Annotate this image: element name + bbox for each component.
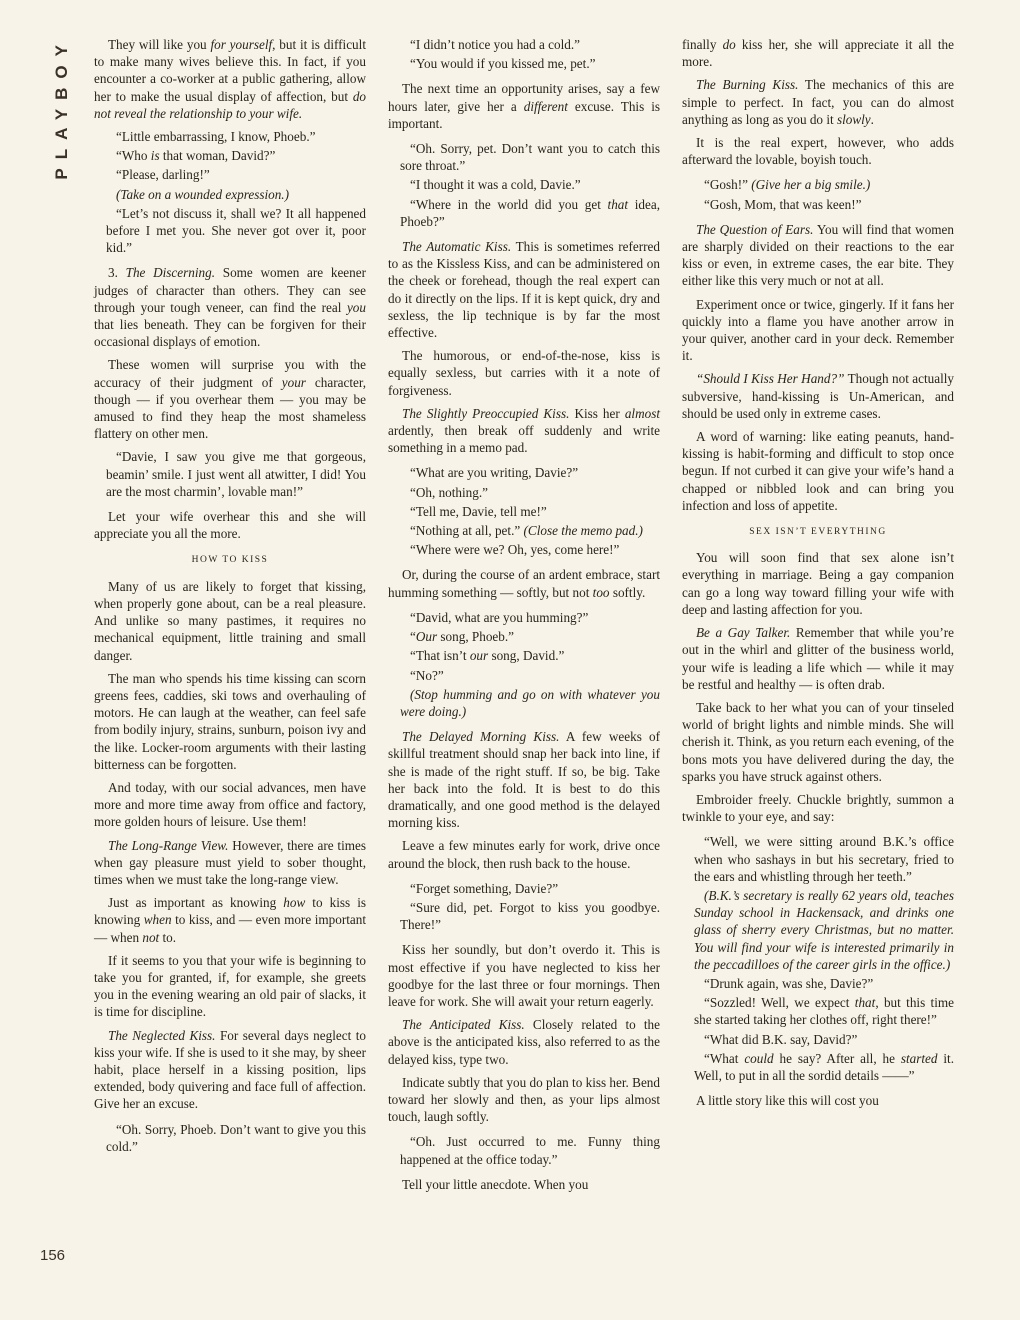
dialogue-line: “Tell me, Davie, tell me!”: [410, 503, 547, 519]
dialogue-line: “I thought it was a cold, Davie.”: [410, 177, 581, 193]
dialogue-line: “What could he say? After all, he started it. Well, to put in all the sordid details ——”: [694, 1050, 955, 1083]
dialogue-line: “Sozzled! Well, we expect that, but this time she started taking her clothes off, right there!”: [694, 995, 954, 1028]
dialogue-line: (B.K.’s secretary is really 62 years old, teaches Sunday school in Hackensack, and drinks one glass of sherry every Christmas, but no matter. You will find your wife is interested primarily in the peccadilloes of the career girls in the office.): [694, 887, 954, 972]
paragraph: They will like you for yourself, but it is difficult to make many wives believe this. In fact, if you encounter a co-worker at a public gathering, allow her to make the usual display of affection, but do not reveal the relationship to your wife.: [94, 37, 366, 121]
dialogue-line: “Well, we were sitting around B.K.’s office when who sashays in but his secretary, fried to the ears and whistling through her teeth.”: [694, 834, 954, 884]
paragraph: The Question of Ears. You will find that women are sharply divided on their reactions to the ear kiss or even, in extreme cases, the ear bite. They either like this very much or not at all.: [682, 221, 954, 289]
dialogue-line: “Little embarrassing, I know, Phoeb.”: [116, 129, 316, 145]
text-column-3: [682, 36, 954, 1115]
magazine-title: PLAYBOY: [52, 36, 71, 180]
dialogue-line: “Nothing at all, pet.” (Close the memo pad.): [410, 523, 643, 539]
dialogue-line: “Davie, I saw you give me that gorgeous, beamin’ smile. I just went all atwitter, I did! You are the most charmin’, lovable man!”: [106, 449, 366, 499]
paragraph: You will soon find that sex alone isn’t everything in marriage. Being a gay companion can go a long way toward filling your wife with deep and lasting affection for you.: [682, 550, 954, 617]
paragraph: Many of us are likely to forget that kissing, when properly gone about, can be a real pleasure. And unlike so many pastimes, it requires no mechanical equipment, little training and small danger.: [94, 578, 366, 663]
dialogue-line: (Stop humming and go on with whatever you were doing.): [400, 686, 660, 719]
dialogue-line: “Forget something, Davie?”: [410, 880, 559, 896]
paragraph: Let your wife overhear this and she will appreciate you all the more.: [94, 509, 366, 542]
dialogue-line: “I didn’t notice you had a cold.”: [410, 37, 581, 52]
paragraph: finally do kiss her, she will appreciate it all the more.: [682, 37, 954, 70]
dialogue-line: “You would if you kissed me, pet.”: [410, 56, 596, 72]
paragraph: The Burning Kiss. The mechanics of this are simple to perfect. In fact, you can do almost anything as long as you do it slowly.: [682, 77, 954, 127]
text-column-1: [94, 36, 366, 1157]
paragraph: The Anticipated Kiss. Closely related to the above is the anticipated kiss, also referred to as the delayed kiss, type two.: [388, 1017, 661, 1067]
dialogue-line: “That isn’t our song, David.”: [410, 648, 565, 664]
dialogue-line: “Gosh!” (Give her a big smile.): [704, 177, 871, 193]
paragraph: The Long-Range View. However, there are times when gay pleasure must yield to sober thought, times when we must take the long-range view.: [94, 837, 366, 887]
dialogue-line: “No?”: [410, 667, 444, 683]
paragraph: The Neglected Kiss. For several days neglect to kiss your wife. If she is used to it she may, by sheer habit, place herself in a kissing position, lips extended, body quivering and face full of affection. Give her an excuse.: [94, 1027, 366, 1112]
paragraph: The Automatic Kiss. This is sometimes referred to as the Kissless Kiss, and can be administered on the cheek or forehead, though the real expert can do it directly on the lips. If it is kept quick, dry and sexless, the lip technique is by far the most effective.: [388, 239, 660, 341]
dialogue-line: “What did B.K. say, David?”: [704, 1031, 858, 1047]
dialogue-line: “Oh, nothing.”: [410, 484, 489, 500]
paragraph: And today, with our social advances, men have more and more time away from office and factory, more golden hours of leisure. Use them!: [94, 779, 366, 830]
paragraph: A word of warning: like eating peanuts, hand-kissing is habit-forming and difficult to stop once begun. If not curbed it can give your wife’s hand a chapped or nibbled look and can bring you infection and loss of appetite.: [682, 429, 954, 513]
dialogue-line: “Where were we? Oh, yes, come here!”: [410, 542, 620, 558]
section-heading: HOW TO KISS: [191, 555, 269, 566]
paragraph: “Should I Kiss Her Hand?” Though not actually subversive, hand-kissing is Un-American, and should be used only in extreme cases.: [682, 371, 954, 421]
dialogue-line: (Take on a wounded expression.): [116, 186, 290, 202]
paragraph: Take back to her what you can of your tinseled world of bright lights and nimble minds. She will cherish it. Think, as you return each evening, of the bons mots you have delivered during the day, the sparks you have struck against others.: [682, 699, 954, 784]
section-heading: SEX ISN’T EVERYTHING: [749, 527, 887, 538]
dialogue-line: “Oh. Sorry, pet. Don’t want you to catch this sore throat.”: [400, 141, 660, 174]
paragraph: Leave a few minutes early for work, drive once around the block, then rush back to the house.: [388, 838, 660, 871]
paragraph: Be a Gay Talker. Remember that while you’re out in the whirl and glitter of the business world, your wife is leading a life which — while it may be restful and healthy — is often drab.: [682, 625, 954, 692]
paragraph: Kiss her soundly, but don’t overdo it. This is most effective if you have neglected to kiss her goodbye for the last three or four mornings. Then leave for work. She will await your return eagerly.: [388, 942, 660, 1009]
dialogue-line: “David, what are you humming?”: [410, 609, 589, 625]
paragraph: Indicate subtly that you do plan to kiss her. Bend toward her slowly and then, as your lips almost touch, laugh softly.: [388, 1074, 660, 1125]
dialogue-line: “Our song, Phoeb.”: [410, 629, 515, 645]
dialogue-line: “Let’s not discuss it, shall we? It all happened before I met you. She never got over it, poor kid.”: [106, 205, 366, 256]
paragraph: If it seems to you that your wife is beginning to take you for granted, if, for example, she greets you in the evening wearing an old pair of slacks, it is time for discipline.: [94, 952, 366, 1020]
paragraph: These women will surprise you with the accuracy of their judgment of your character, though — if you overhear them — you may be amused to find they heap the most shameless flattery on other men.: [94, 357, 367, 442]
dialogue-line: “Oh. Just occurred to me. Funny thing happened at the office today.”: [400, 1134, 660, 1167]
paragraph: The Slightly Preoccupied Kiss. Kiss her almost ardently, then break off suddenly and write something in a memo pad.: [388, 405, 660, 456]
dialogue-line: “What are you writing, Davie?”: [410, 465, 579, 481]
paragraph: Embroider freely. Chuckle brightly, summon a twinkle to your eye, and say:: [682, 791, 954, 825]
dialogue-line: “Gosh, Mom, that was keen!”: [704, 196, 862, 212]
paragraph: 3. The Discerning. Some women are keener judges of character than others. They can see through your tough veneer, can find the real you that lies beneath. They can be forgiven for their occasional displays of emotion.: [94, 265, 366, 350]
dialogue-line: “Who is that woman, David?”: [116, 148, 276, 164]
text-column-2: [388, 36, 660, 1199]
paragraph: The man who spends his time kissing can scorn greens fees, caddies, ski tows and overhauling of motors. He can laugh at the weather, can feel safe from bodily injury, strains, sunburn, poison ivy and the like. Locker-room arguments with their lasting bitterness can be forgotten.: [94, 670, 366, 772]
dialogue-line: “Please, darling!”: [116, 167, 210, 183]
paragraph: The humorous, or end-of-the-nose, kiss is equally sexless, but carries with it a note of forgiveness.: [388, 348, 660, 398]
dialogue-line: “Where in the world did you get that idea, Phoeb?”: [400, 196, 660, 229]
paragraph: Just as important as knowing how to kiss is knowing when to kiss, and — even more important — when not to.: [94, 895, 367, 945]
paragraph: Or, during the course of an ardent embrace, start humming something — softly, but not too softly.: [388, 567, 660, 600]
dialogue-line: “Sure did, pet. Forgot to kiss you goodbye. There!”: [400, 899, 660, 933]
paragraph: A little story like this will cost you: [696, 1093, 879, 1109]
dialogue-line: “Oh. Sorry, Phoeb. Don’t want to give you this cold.”: [106, 1121, 366, 1154]
dialogue-line: “Drunk again, was she, Davie?”: [704, 975, 874, 991]
paragraph: The next time an opportunity arises, say a few hours later, give her a different excuse. This is important.: [388, 81, 660, 131]
page-number: 156: [40, 1247, 66, 1264]
paragraph: Experiment once or twice, gingerly. If it fans her quickly into a flame you have another arrow in your quiver, another card in your deck. Remember it.: [682, 296, 954, 364]
paragraph: Tell your little anecdote. When you: [402, 1176, 589, 1192]
paragraph: It is the real expert, however, who adds afterward the lovable, boyish touch.: [682, 135, 954, 168]
paragraph: The Delayed Morning Kiss. A few weeks of skillful treatment should snap her back into line, if she is made of the right stuff. If so, be big. Take her back into the fold. It is best to do this dramatically, and one good method is the delayed morning kiss.: [388, 729, 660, 831]
